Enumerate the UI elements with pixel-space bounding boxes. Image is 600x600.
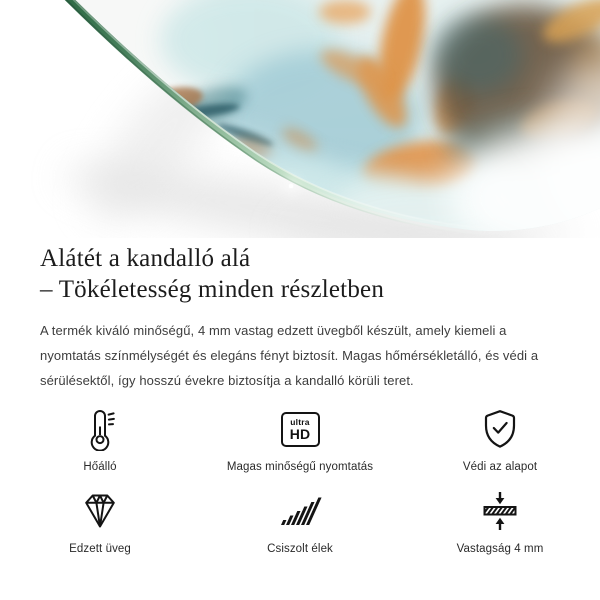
feature-label: Edzett üveg [69,543,131,555]
feature-grid [0,407,600,555]
feature-protects-base [400,407,600,473]
product-description-block [0,238,600,393]
diamond-icon [78,489,122,533]
ultra-hd-badge-bottom: HD [289,425,311,442]
thermometer-icon [78,407,122,451]
feature-heat-resistant [0,407,200,473]
polished-edges-icon [277,489,323,533]
page-title-line2: – Tökéletesség minden részletben [40,276,385,303]
product-description: A termék kiváló minőségű, 4 mm vastag edzett üvegből készült, amely kiemeli a nyomtatás színmélységét és elegáns fényt biztosít. Magas hőmérsékletálló, és védi a sérülésektől, így hosszú évekre biztosítja a kandalló körüli teret. [40,323,539,388]
ultra-hd-icon [281,407,320,451]
feature-polished-edges [200,489,400,555]
ultra-hd-badge-top: ultra [290,416,310,427]
page-title [40,238,560,305]
product-image [0,0,600,238]
feature-thickness [400,489,600,555]
feature-label: Magas minőségű nyomtatás [226,461,374,473]
feature-ultra-hd-print [200,407,400,473]
shield-check-icon [478,407,522,451]
feature-label: Vastagság 4 mm [456,543,544,555]
feature-label: Védi az alapot [462,461,538,473]
thickness-icon [478,489,522,533]
feature-label: Hőálló [83,461,117,473]
feature-label: Csiszolt élek [267,543,333,555]
feature-tempered-glass [0,489,200,555]
glass-underlay-illustration [0,0,600,238]
page-title-line1: Alátét a kandalló alá [40,245,251,272]
